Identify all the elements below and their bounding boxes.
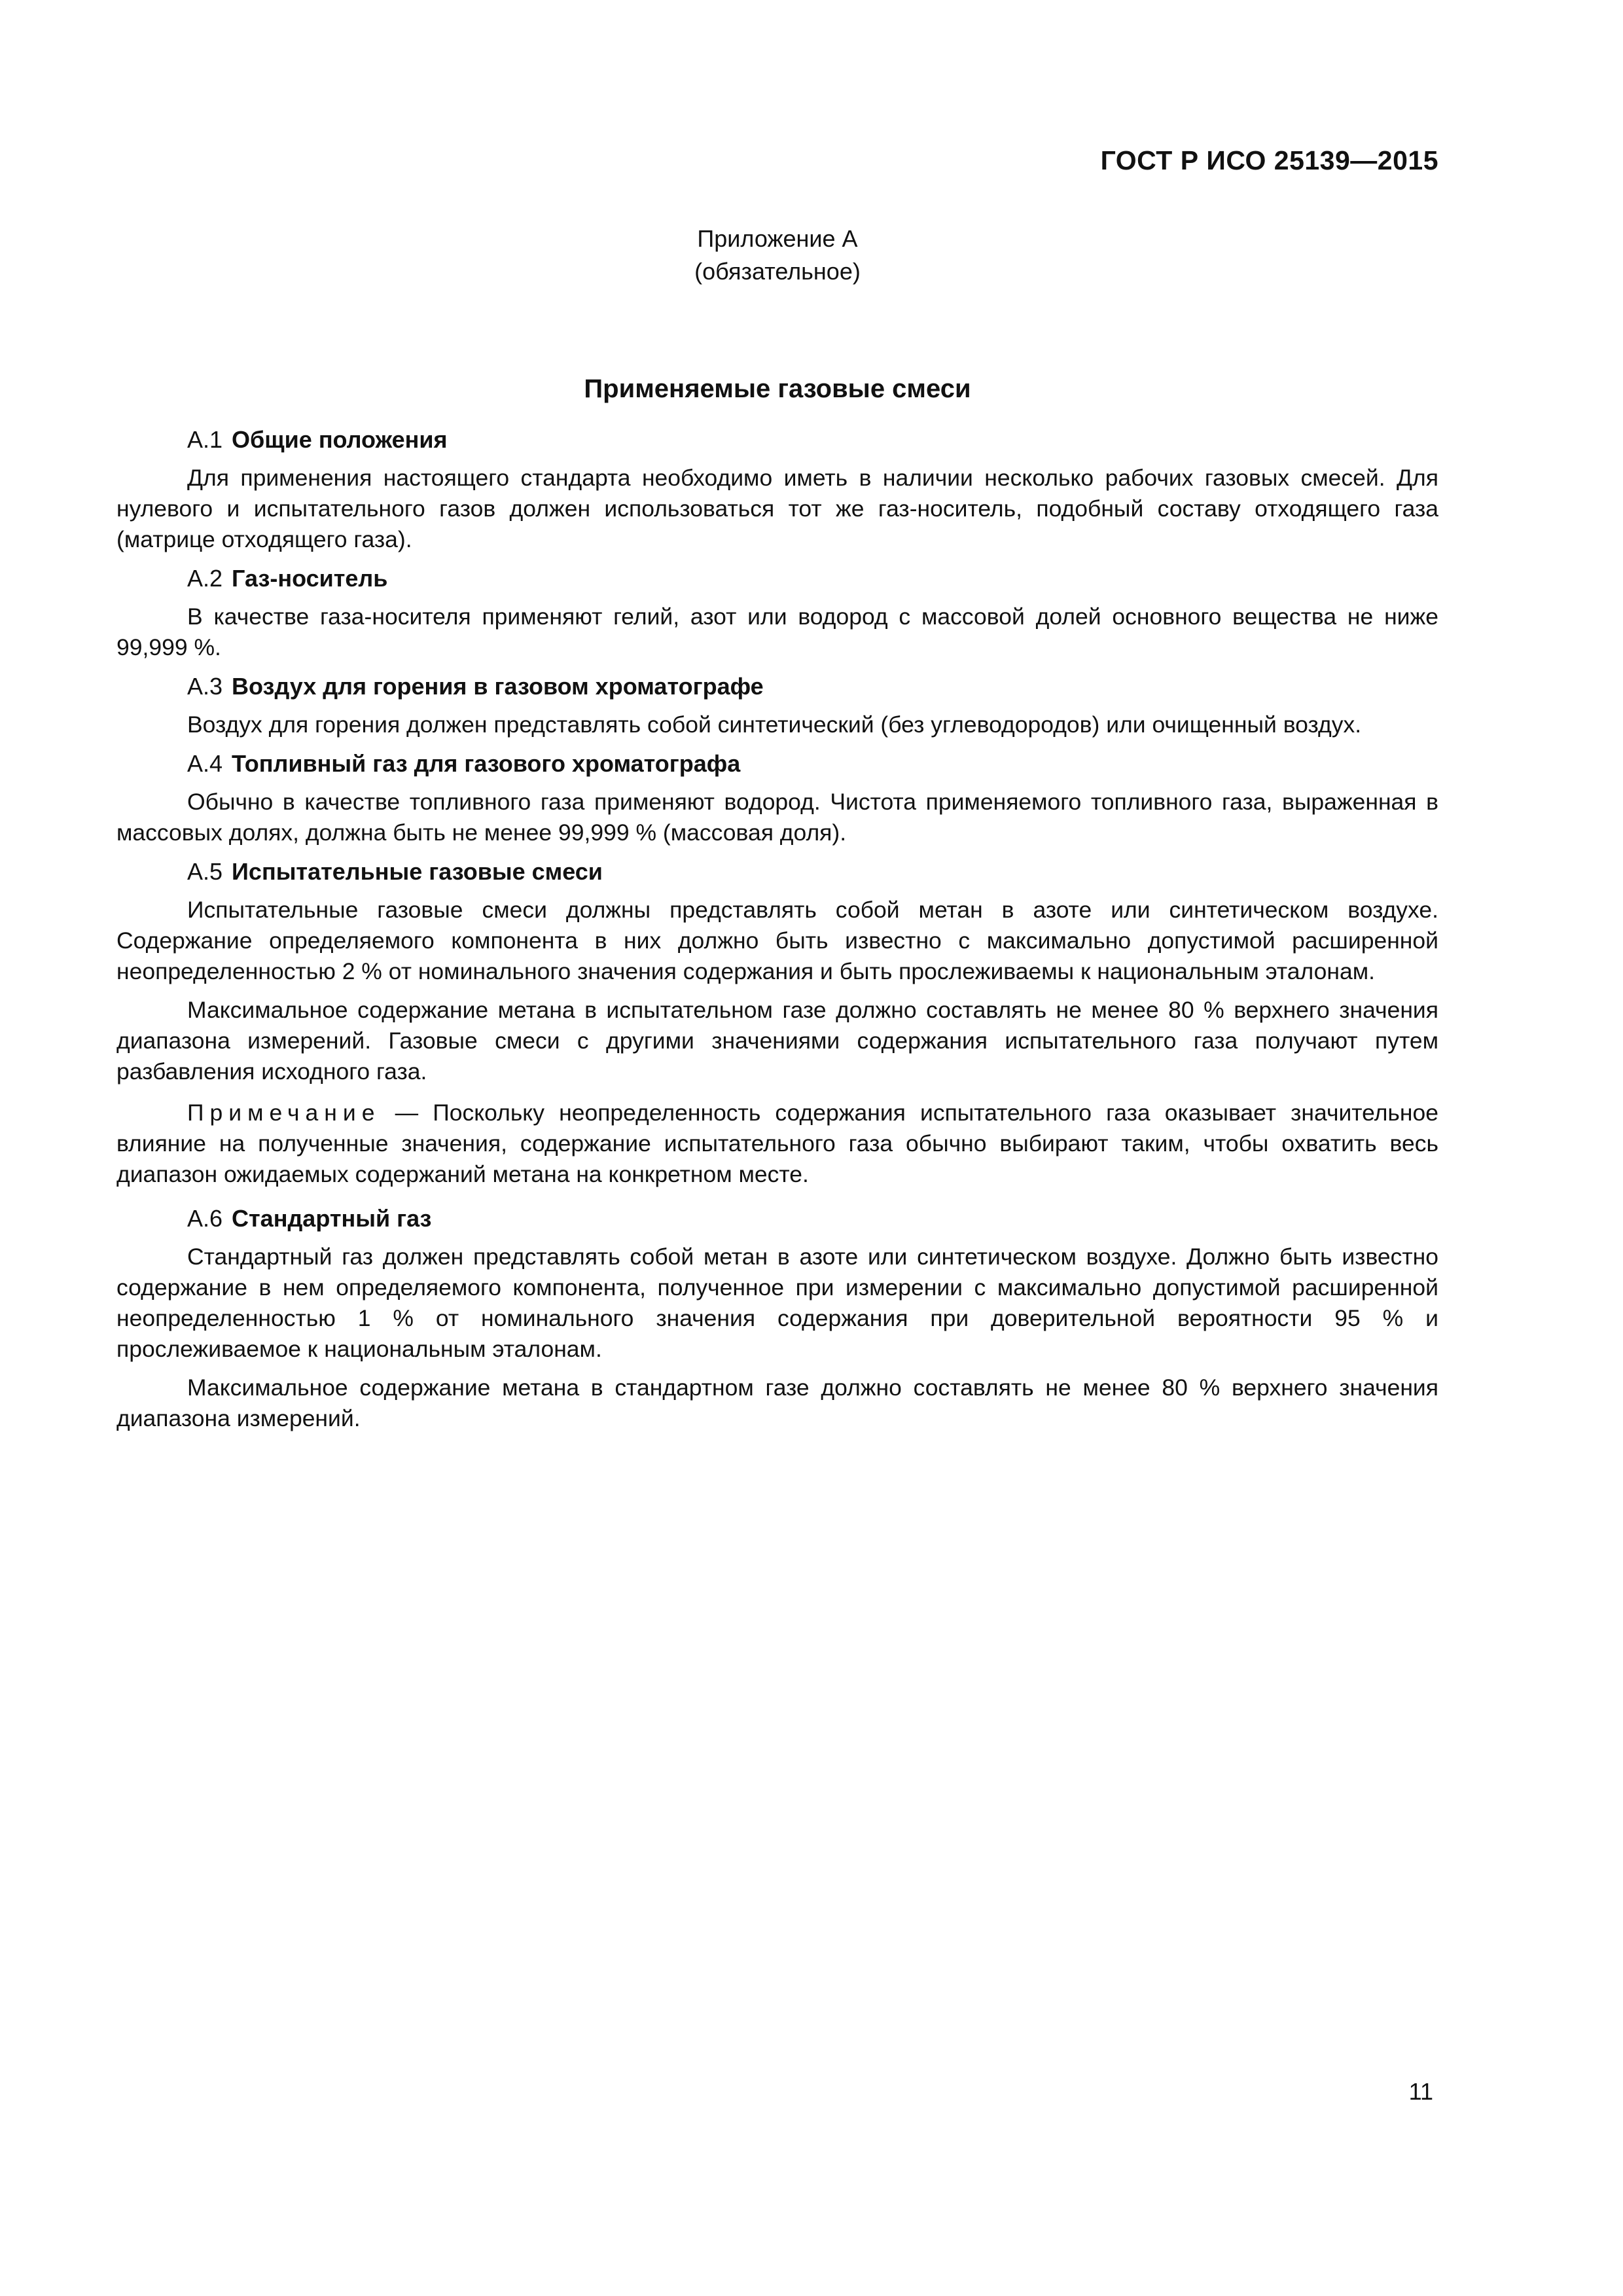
- section-title: Общие положения: [232, 426, 448, 453]
- section-paragraph: Максимальное содержание метана в стандартном газе должно составлять не менее 80 % верхнего значения диапазона измерений.: [116, 1374, 1438, 1431]
- document-body: [116, 418, 1438, 1442]
- section-paragraph: Стандартный газ должен представлять собой метан в азоте или синтетическом воздухе. Должно быть известно содержание в нем определяемого компонента, полученное при измерении с максимально допустимой расширенной неопределенностью 1 % от номинального значения содержания при доверительной вероятности 95 % и прослеживаемое к национальным эталонам.: [116, 1244, 1438, 1362]
- section-heading-a3: [187, 671, 1438, 702]
- section-title: Испытательные газовые смеси: [232, 858, 603, 885]
- section-number: А.4: [187, 750, 223, 777]
- appendix-title: Приложение А: [697, 225, 858, 252]
- section-heading-a5: [187, 856, 1438, 887]
- appendix-status: (обязательное): [694, 258, 861, 285]
- section-paragraph: Обычно в качестве топливного газа применяют водород. Чистота применяемого топливного газа, выраженная в массовых долях, должна быть не менее 99,999 % (массовая доля).: [116, 789, 1438, 846]
- note: [116, 1098, 1438, 1190]
- section-number: А.1: [187, 426, 223, 453]
- section-paragraph: Воздух для горения должен представлять собой синтетический (без углеводородов) или очищенный воздух.: [187, 711, 1362, 738]
- section-heading-a4: [187, 748, 1438, 779]
- document-page: [116, 0, 1438, 2296]
- page-title: Применяемые газовые смеси: [584, 374, 971, 403]
- section-number: А.6: [187, 1205, 223, 1232]
- section-number: А.5: [187, 858, 223, 885]
- section-number: А.3: [187, 673, 223, 700]
- page-number: 11: [1408, 2078, 1433, 2105]
- section-heading-a2: [187, 563, 1438, 594]
- section-title: Воздух для горения в газовом хроматографе: [232, 673, 764, 700]
- note-text: — Поскольку неопределенность содержания испытательного газа оказывает значительное влияние на полученные значения, содержание испытательного газа обычно выбирают таким, чтобы охватить весь диапазон ожидаемых содержаний метана на конкретном месте.: [116, 1100, 1438, 1187]
- section-number: А.2: [187, 565, 223, 592]
- section-title: Топливный газ для газового хроматографа: [232, 750, 741, 777]
- note-label: Примечание: [187, 1100, 381, 1126]
- section-paragraph: Максимальное содержание метана в испытательном газе должно составлять не менее 80 % верхнего значения диапазона измерений. Газовые смеси с другими значениями содержания испытательного газа получают путем разбавления исходного газа.: [116, 997, 1438, 1085]
- section-heading-a1: [187, 424, 1438, 455]
- appendix-header: [116, 223, 1438, 288]
- document-code: ГОСТ Р ИСО 25139—2015: [1100, 145, 1438, 175]
- section-title: Стандартный газ: [232, 1205, 432, 1232]
- section-paragraph: В качестве газа-носителя применяют гелий, азот или водород с массовой долей основного вещества не ниже 99,999 %.: [116, 603, 1438, 660]
- section-title: Газ-носитель: [232, 565, 388, 592]
- section-heading-a6: [187, 1203, 1438, 1234]
- section-paragraph: Испытательные газовые смеси должны представлять собой метан в азоте или синтетическом воздухе. Содержание определяемого компонента в них должно быть известно с максимально допустимой расширенной неопределенностью 2 % от номинального значения содержания и быть прослеживаемы к национальным эталонам.: [116, 897, 1438, 984]
- section-paragraph: Для применения настоящего стандарта необходимо иметь в наличии несколько рабочих газовых смесей. Для нулевого и испытательного газов должен использоваться тот же газ-носитель, подобный составу отходящего газа (матрице отходящего газа).: [116, 465, 1438, 552]
